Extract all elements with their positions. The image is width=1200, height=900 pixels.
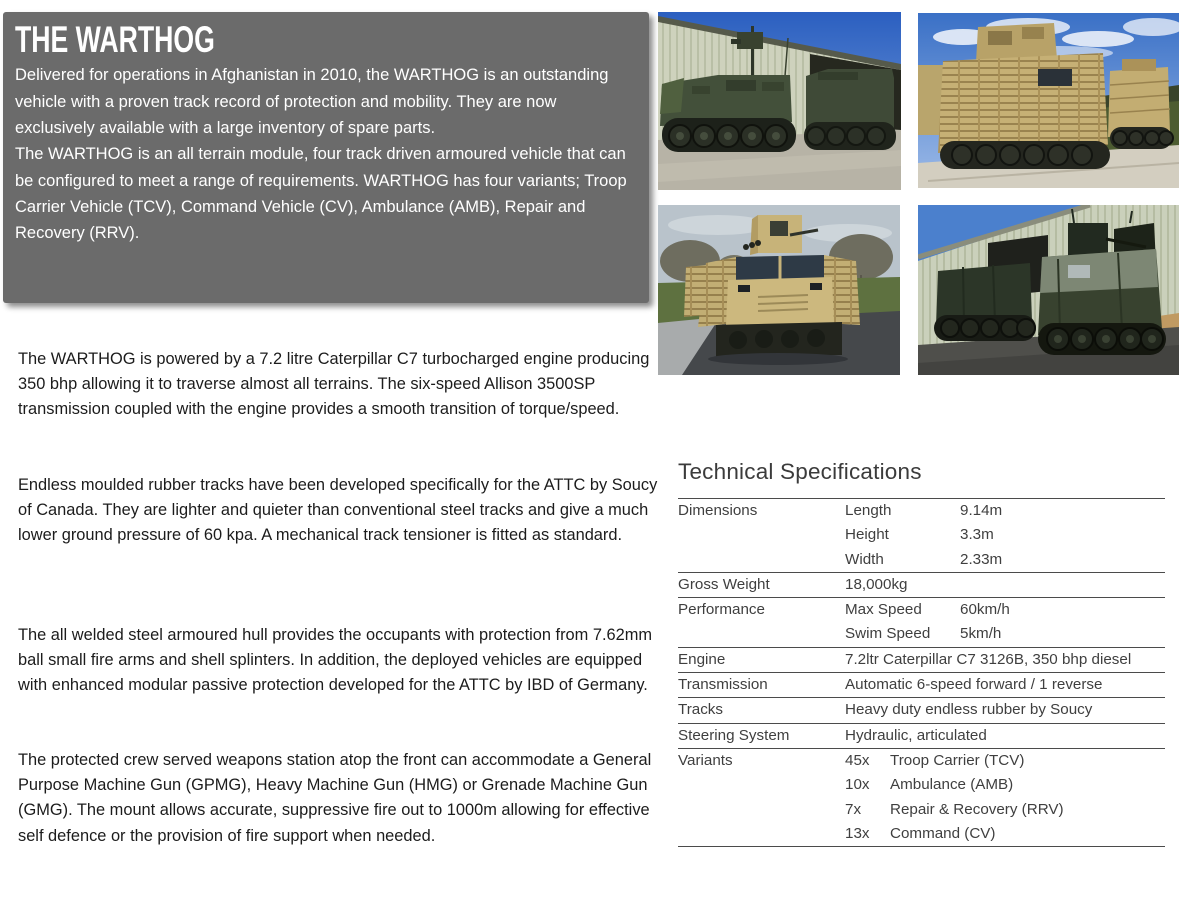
spec-key: 7x [845, 800, 862, 818]
photo-sand-warthog-front [658, 205, 900, 375]
spec-key: 10x [845, 776, 870, 794]
hero-paragraph-1: Delivered for operations in Afghanistan in 2010, the WARTHOG is an outstanding vehicle with a proven track record of protection and mobility. They are now exclusively available with a large inventory of spare parts. [15, 66, 609, 137]
photo-green-warthogs-image [658, 12, 901, 190]
spec-key: Length [845, 502, 892, 519]
spec-key: Height [845, 526, 889, 544]
spec-value: Ambulance (AMB) [890, 776, 1014, 794]
specs-table-bottom-rule [678, 846, 1165, 847]
spec-label: Steering System [678, 726, 790, 744]
photo-sand-warthog-front-image [658, 205, 900, 375]
spec-row-dimensions [678, 498, 1165, 572]
spec-key: Swim Speed [845, 625, 931, 643]
spec-label: Engine [678, 650, 726, 668]
spec-subrow [845, 499, 1165, 523]
page-title: THE WARTHOG [15, 19, 215, 60]
spec-value: 3.3m [960, 526, 994, 544]
spec-row-engine [678, 647, 1165, 672]
spec-label: Transmission [678, 676, 768, 694]
spec-subrow [845, 798, 1165, 822]
spec-content [845, 598, 1165, 647]
spec-content [845, 499, 1165, 572]
article-paragraph-tracks: Endless moulded rubber tracks have been developed specifically for the ATTC by Soucy of Canada. They are lighter and quieter than conventional steel tracks and give a much lower ground pressure of 60 kpa. A mechanical track tensioner is fitted as standard. [18, 476, 658, 545]
specs-table [678, 498, 1165, 847]
spec-key: 45x [845, 751, 870, 769]
spec-value: 7.2ltr Caterpillar C7 3126B, 350 bhp diesel [845, 650, 1132, 668]
spec-subrow [845, 598, 1165, 622]
article-paragraph-engine: The WARTHOG is powered by a 7.2 litre Caterpillar C7 turbocharged engine producing 350 bhp allowing it to traverse almost all terrains. The six-speed Allison 3500SP transmission coupled with the engine provides a smooth transition of torque/speed. [18, 350, 650, 419]
spec-label: Tracks [678, 701, 723, 719]
spec-row-performance [678, 597, 1165, 647]
spec-subrow [845, 622, 1165, 646]
spec-key: Width [845, 550, 884, 568]
spec-content [845, 749, 1165, 846]
spec-value: Hydraulic, articulated [845, 726, 987, 744]
spec-row-tracks [678, 697, 1165, 722]
spec-value: Automatic 6-speed forward / 1 reverse [845, 676, 1103, 694]
spec-subrow [845, 523, 1165, 547]
spec-label: Gross Weight [678, 575, 770, 593]
photo-green-warthog-image [918, 205, 1179, 375]
spec-row-gross-weight [678, 572, 1165, 597]
spec-row-steering [678, 723, 1165, 748]
spec-value: 2.33m [960, 550, 1003, 568]
photo-sand-warthogs-image [918, 13, 1179, 188]
spec-row-transmission [678, 672, 1165, 697]
specs-title: Technical Specifications [678, 459, 922, 484]
spec-subrow [845, 548, 1165, 572]
spec-value: 9.14m [960, 502, 1003, 519]
article-paragraph-armour: The all welded steel armoured hull provides the occupants with protection from 7.62mm ball small fire arms and shell splinters. In addition, the deployed vehicles are equipped with enhanced modular passive protection developed for the ATTC by IBD of Germany. [18, 626, 653, 695]
spec-value: Repair & Recovery (RRV) [890, 800, 1064, 818]
photo-green-warthogs-by-hangar [658, 12, 901, 190]
spec-value: Heavy duty endless rubber by Soucy [845, 701, 1093, 719]
article-paragraph-weapons: The protected crew served weapons station atop the front can accommodate a General Purpose Machine Gun (GPMG), Heavy Machine Gun (HMG) or Grenade Machine Gun (GMG). The mount allows accurate, suppressive fire out to 1000m allowing for effective self defence or the provision of fire support when needed. [18, 751, 652, 845]
spec-key: 13x [845, 824, 870, 842]
spec-subrow [845, 773, 1165, 797]
spec-subrow [845, 822, 1165, 846]
spec-value: Troop Carrier (TCV) [890, 751, 1025, 769]
photo-green-warthog-building [918, 205, 1179, 375]
spec-value: 5km/h [960, 625, 1002, 643]
spec-subrow [845, 749, 1165, 773]
spec-label: Variants [678, 751, 733, 769]
photo-sand-warthogs-bar-armour [918, 13, 1179, 188]
hero-paragraph-2: The WARTHOG is an all terrain module, four track driven armoured vehicle that can be configured to meet a range of requirements. WARTHOG has four variants; Troop Carrier Vehicle (TCV), Command Vehicle (CV), Ambulance (AMB), Repair and Recovery (RRV). [15, 145, 627, 243]
spec-label: Performance [678, 601, 765, 619]
spec-value: 60km/h [960, 601, 1010, 619]
specs-section [678, 459, 1165, 847]
spec-value: 18,000kg [845, 575, 908, 593]
spec-row-variants [678, 748, 1165, 846]
spec-value: Command (CV) [890, 824, 996, 842]
spec-label: Dimensions [678, 502, 758, 519]
hero-panel [3, 12, 649, 303]
spec-key: Max Speed [845, 601, 922, 619]
